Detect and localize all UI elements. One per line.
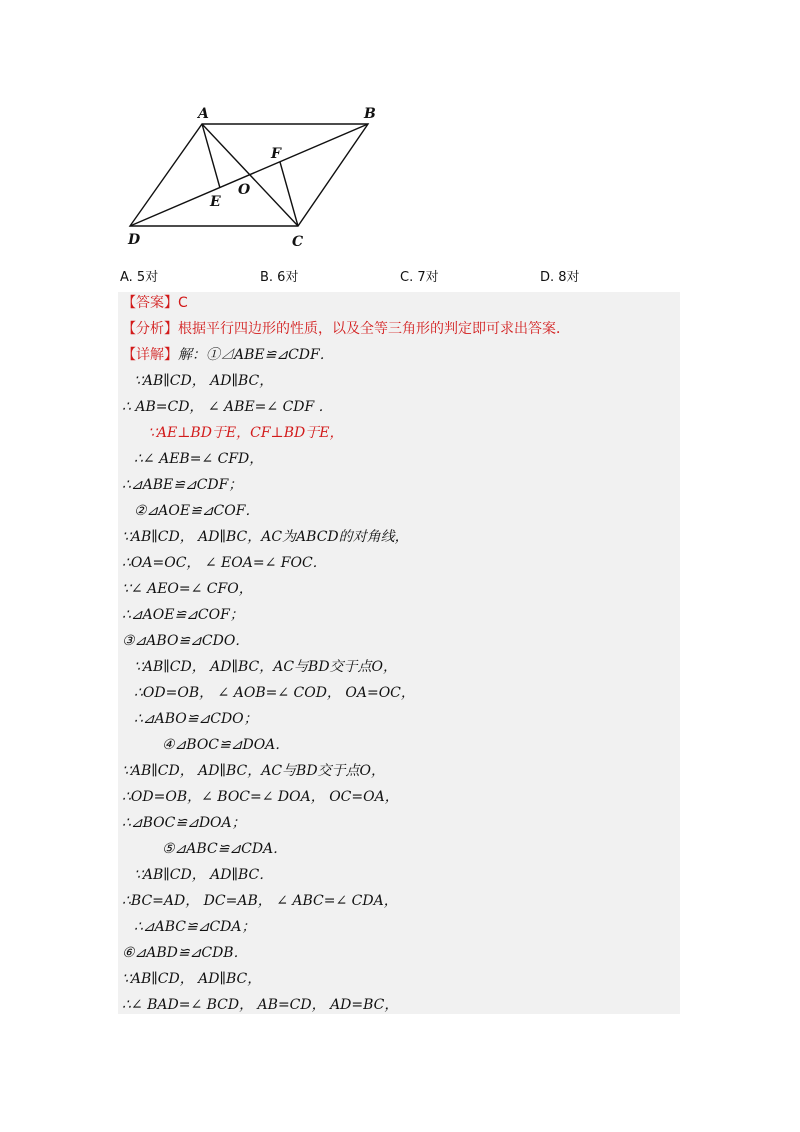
solution-line: ∴⊿BOC≌⊿DOA； [122,815,246,831]
point-label-e: E [210,194,221,210]
analysis-text: 根据平行四边形的性质，以及全等三角形的判定即可求出答案． [178,321,570,337]
point-label-c: C [292,234,304,250]
point-label-b: B [364,106,376,122]
point-label-o: O [238,182,251,198]
solution-line: ∵AB∥CD， AD∥BC， [122,971,262,987]
option-b: B. 6对 [260,270,299,285]
solution-line: ⑥⊿ABD≌⊿CDB． [122,945,248,961]
solution-line: ∴∠ BAD=∠ BCD， AB=CD， AD=BC， [122,997,399,1013]
solution-line: ⑤⊿ABC≌⊿CDA． [162,841,288,857]
solution-line: ∵AB∥CD， AD∥BC，AC与BD交于点O， [122,763,386,779]
answer-row [122,292,188,314]
solution-line: ∵AB∥CD， AD∥BC，AC为ABCD的对角线， [122,529,409,545]
solution-line: ∵AB∥CD， AD∥BC，AC与BD交于点O， [134,659,398,675]
solution-line: ∴⊿ABO≌⊿CDO； [134,711,258,727]
solution-line: ∴⊿ABC≌⊿CDA； [134,919,256,935]
solution-line: ∴BC=AD， DC=AB， ∠ ABC=∠ CDA， [122,893,398,909]
option-d: D. 8对 [540,270,580,285]
solution-line: 解：①⊿ABE≌⊿CDF． [178,347,334,363]
solution-line: ∵AB∥CD， AD∥BC， [134,373,274,389]
option-a: A. 5对 [120,270,159,285]
parallelogram-figure [118,100,398,260]
solution-line: ∴OD=OB，∠ BOC=∠ DOA， OC=OA， [122,789,399,805]
solution-line: ∵AE⊥BD于E，CF⊥BD于E， [148,425,344,441]
solution-line: ④⊿BOC≌⊿DOA． [162,737,290,753]
answer-label: 【答案】 [122,295,178,311]
solution-line: ∴⊿ABE≌⊿CDF； [122,477,243,493]
analysis-row [122,318,570,340]
point-label-d: D [128,232,141,248]
option-c: C. 7对 [400,270,439,285]
solution-line: ∴OD=OB， ∠ AOB=∠ COD， OA=OC， [134,685,415,701]
detail-row [122,344,334,366]
solution-line: ∴OA=OC， ∠ EOA=∠ FOC． [122,555,327,571]
answer-options [120,266,700,288]
solution-line: ∵∠ AEO=∠ CFO， [122,581,253,597]
solution-line: ∴∠ AEB=∠ CFD， [134,451,264,467]
analysis-label: 【分析】 [122,321,178,337]
solution-line: ∵AB∥CD， AD∥BC． [134,867,274,883]
point-label-f: F [271,146,281,162]
solution-line: ∴ AB=CD， ∠ ABE=∠ CDF ． [122,399,333,415]
solution-line: ③⊿ABO≌⊿CDO． [122,633,250,649]
solution-line: ②⊿AOE≌⊿COF． [134,503,260,519]
solution-line: ∴⊿AOE≌⊿COF； [122,607,244,623]
detail-label: 【详解】 [122,347,178,363]
point-label-a: A [198,106,209,122]
answer-value: C [178,295,188,311]
